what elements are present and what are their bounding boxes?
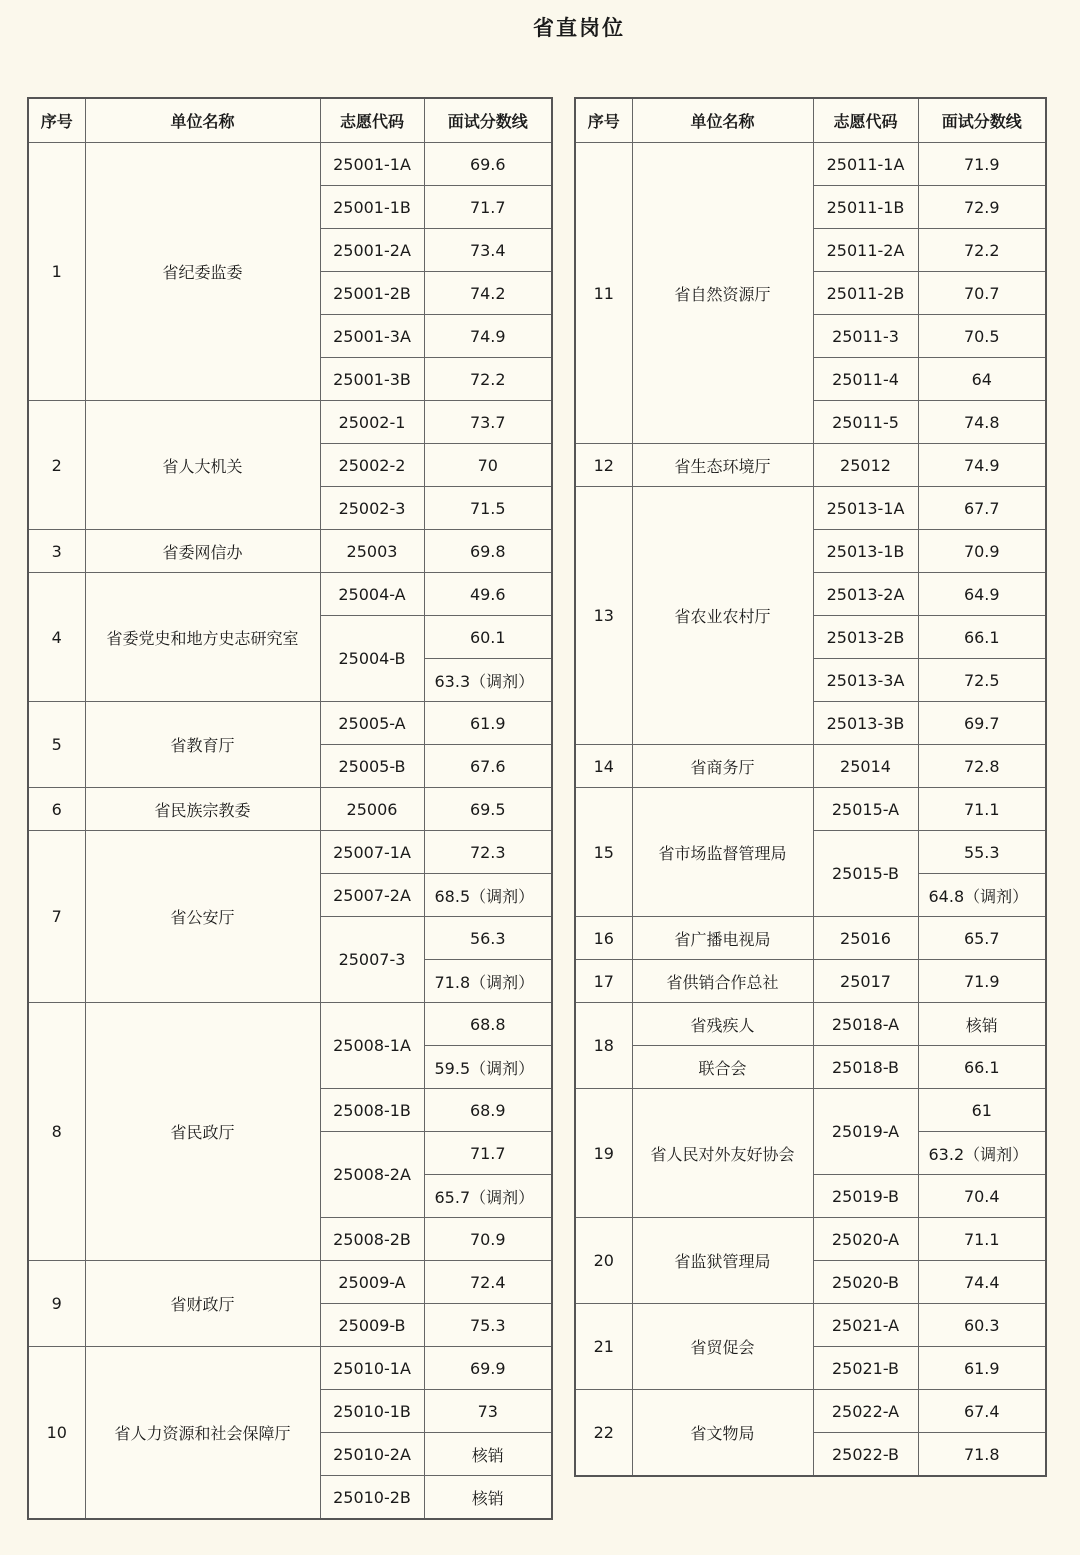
interview-score: 72.5 — [918, 659, 1046, 702]
interview-score: 71.8 — [918, 1433, 1046, 1477]
interview-score: 71.9 — [918, 960, 1046, 1003]
interview-score: 72.2 — [424, 358, 552, 401]
table-row — [575, 1003, 1046, 1046]
table-row — [575, 143, 1046, 186]
position-code: 25005-A — [320, 702, 424, 745]
row-number: 8 — [28, 1003, 85, 1261]
row-number: 5 — [28, 702, 85, 788]
page-title: 省直岗位 — [533, 16, 625, 40]
position-code: 25015-A — [813, 788, 918, 831]
position-code: 25010-1B — [320, 1390, 424, 1433]
table-row — [28, 1261, 552, 1304]
position-code: 25019-B — [813, 1175, 918, 1218]
positions-table-left — [27, 97, 553, 1520]
header-unit: 单位名称 — [632, 98, 813, 143]
row-number: 1 — [28, 143, 85, 401]
interview-score: 59.5（调剂） — [424, 1046, 552, 1089]
position-code: 25012 — [813, 444, 918, 487]
position-code: 25013-3B — [813, 702, 918, 745]
interview-score: 72.9 — [918, 186, 1046, 229]
table-row — [575, 444, 1046, 487]
position-code: 25013-1B — [813, 530, 918, 573]
header-no: 序号 — [575, 98, 632, 143]
row-number: 13 — [575, 487, 632, 745]
header-no: 序号 — [28, 98, 85, 143]
interview-score: 64.9 — [918, 573, 1046, 616]
interview-score: 68.8 — [424, 1003, 552, 1046]
interview-score: 56.3 — [424, 917, 552, 960]
position-code: 25008-1A — [320, 1003, 424, 1089]
interview-score: 74.4 — [918, 1261, 1046, 1304]
interview-score: 55.3 — [918, 831, 1046, 874]
position-code: 25003 — [320, 530, 424, 573]
unit-name: 省人大机关 — [85, 401, 320, 530]
interview-score: 66.1 — [918, 616, 1046, 659]
interview-score: 67.6 — [424, 745, 552, 788]
interview-score: 71.8（调剂） — [424, 960, 552, 1003]
position-code: 25006 — [320, 788, 424, 831]
position-code: 25016 — [813, 917, 918, 960]
interview-score: 65.7 — [918, 917, 1046, 960]
position-code: 25009-B — [320, 1304, 424, 1347]
unit-name: 省纪委监委 — [85, 143, 320, 401]
position-code: 25011-4 — [813, 358, 918, 401]
position-code: 25007-1A — [320, 831, 424, 874]
interview-score: 64 — [918, 358, 1046, 401]
table-header-row — [28, 98, 552, 143]
interview-score: 60.1 — [424, 616, 552, 659]
row-number: 11 — [575, 143, 632, 444]
interview-score: 68.5（调剂） — [424, 874, 552, 917]
table-row — [28, 1003, 552, 1046]
unit-name: 省商务厅 — [632, 745, 813, 788]
position-code: 25015-B — [813, 831, 918, 917]
position-code: 25017 — [813, 960, 918, 1003]
position-code: 25011-3 — [813, 315, 918, 358]
position-code: 25021-A — [813, 1304, 918, 1347]
table-row — [28, 573, 552, 616]
interview-score: 69.9 — [424, 1347, 552, 1390]
table-row — [28, 143, 552, 186]
row-number: 18 — [575, 1003, 632, 1089]
unit-name: 省生态环境厅 — [632, 444, 813, 487]
position-code: 25010-2A — [320, 1433, 424, 1476]
interview-score: 64.8（调剂） — [918, 874, 1046, 917]
position-code: 25001-2A — [320, 229, 424, 272]
unit-name: 省人民对外友好协会 — [632, 1089, 813, 1218]
unit-name: 省贸促会 — [632, 1304, 813, 1390]
unit-name: 省农业农村厅 — [632, 487, 813, 745]
position-code: 25001-1A — [320, 143, 424, 186]
interview-score: 63.3（调剂） — [424, 659, 552, 702]
interview-score: 69.6 — [424, 143, 552, 186]
table-header-row — [575, 98, 1046, 143]
interview-score: 70.4 — [918, 1175, 1046, 1218]
row-number: 17 — [575, 960, 632, 1003]
position-code: 25010-2B — [320, 1476, 424, 1520]
interview-score: 67.4 — [918, 1390, 1046, 1433]
header-code: 志愿代码 — [813, 98, 918, 143]
interview-score: 74.9 — [424, 315, 552, 358]
table-row — [575, 1218, 1046, 1261]
interview-score: 70.9 — [424, 1218, 552, 1261]
interview-score: 71.5 — [424, 487, 552, 530]
unit-name-line: 联合会 — [632, 1046, 813, 1089]
interview-score: 73 — [424, 1390, 552, 1433]
unit-name: 省市场监督管理局 — [632, 788, 813, 917]
table-row — [575, 487, 1046, 530]
position-code: 25022-B — [813, 1433, 918, 1477]
row-number: 9 — [28, 1261, 85, 1347]
position-code: 25001-2B — [320, 272, 424, 315]
unit-name: 省民政厅 — [85, 1003, 320, 1261]
interview-score: 74.2 — [424, 272, 552, 315]
row-number: 15 — [575, 788, 632, 917]
position-code: 25009-A — [320, 1261, 424, 1304]
position-code: 25004-A — [320, 573, 424, 616]
position-code: 25022-A — [813, 1390, 918, 1433]
table-row — [575, 1089, 1046, 1132]
interview-score: 73.7 — [424, 401, 552, 444]
interview-score: 74.9 — [918, 444, 1046, 487]
unit-name: 省自然资源厅 — [632, 143, 813, 444]
unit-name: 省监狱管理局 — [632, 1218, 813, 1304]
row-number: 10 — [28, 1347, 85, 1520]
position-code: 25014 — [813, 745, 918, 788]
table-row — [575, 745, 1046, 788]
table-row — [28, 401, 552, 444]
position-code: 25011-1B — [813, 186, 918, 229]
table-body-left — [28, 143, 552, 1520]
table-row — [575, 917, 1046, 960]
row-number: 19 — [575, 1089, 632, 1218]
position-code: 25002-2 — [320, 444, 424, 487]
interview-score: 70.5 — [918, 315, 1046, 358]
position-code: 25001-3A — [320, 315, 424, 358]
row-number: 20 — [575, 1218, 632, 1304]
row-number: 12 — [575, 444, 632, 487]
row-number: 21 — [575, 1304, 632, 1390]
interview-score: 71.7 — [424, 1132, 552, 1175]
interview-score: 49.6 — [424, 573, 552, 616]
header-unit: 单位名称 — [85, 98, 320, 143]
positions-table-right — [574, 97, 1047, 1477]
row-number: 2 — [28, 401, 85, 530]
table-row — [575, 788, 1046, 831]
position-code: 25001-3B — [320, 358, 424, 401]
interview-score: 61.9 — [424, 702, 552, 745]
interview-score: 核销 — [424, 1433, 552, 1476]
position-code: 25013-2B — [813, 616, 918, 659]
interview-score: 73.4 — [424, 229, 552, 272]
row-number: 7 — [28, 831, 85, 1003]
interview-score: 70.7 — [918, 272, 1046, 315]
interview-score: 60.3 — [918, 1304, 1046, 1347]
position-code: 25002-3 — [320, 487, 424, 530]
interview-score: 75.3 — [424, 1304, 552, 1347]
position-code: 25002-1 — [320, 401, 424, 444]
position-code: 25001-1B — [320, 186, 424, 229]
table-row — [575, 1390, 1046, 1433]
unit-name-line: 省残疾人 — [632, 1003, 813, 1046]
position-code: 25010-1A — [320, 1347, 424, 1390]
interview-score: 69.7 — [918, 702, 1046, 745]
interview-score: 71.1 — [918, 1218, 1046, 1261]
position-code: 25008-2A — [320, 1132, 424, 1218]
position-code: 25008-1B — [320, 1089, 424, 1132]
unit-name: 省供销合作总社 — [632, 960, 813, 1003]
interview-score: 68.9 — [424, 1089, 552, 1132]
interview-score: 65.7（调剂） — [424, 1175, 552, 1218]
table-row — [575, 1046, 1046, 1089]
position-code: 25004-B — [320, 616, 424, 702]
row-number: 6 — [28, 788, 85, 831]
position-code: 25020-A — [813, 1218, 918, 1261]
unit-name: 省文物局 — [632, 1390, 813, 1477]
interview-score: 61 — [918, 1089, 1046, 1132]
position-code: 25008-2B — [320, 1218, 424, 1261]
interview-score: 71.1 — [918, 788, 1046, 831]
interview-score: 核销 — [918, 1003, 1046, 1046]
unit-name: 省委网信办 — [85, 530, 320, 573]
unit-name: 省广播电视局 — [632, 917, 813, 960]
unit-name: 省财政厅 — [85, 1261, 320, 1347]
position-code: 25013-3A — [813, 659, 918, 702]
table-row — [28, 1347, 552, 1390]
unit-name: 省人力资源和社会保障厅 — [85, 1347, 320, 1520]
position-code: 25018-A — [813, 1003, 918, 1046]
interview-score: 70 — [424, 444, 552, 487]
position-code: 25021-B — [813, 1347, 918, 1390]
position-code: 25007-2A — [320, 874, 424, 917]
table-row — [28, 788, 552, 831]
table-body-right — [575, 143, 1046, 1477]
position-code: 25011-5 — [813, 401, 918, 444]
row-number: 16 — [575, 917, 632, 960]
position-code: 25005-B — [320, 745, 424, 788]
interview-score: 72.8 — [918, 745, 1046, 788]
interview-score: 67.7 — [918, 487, 1046, 530]
interview-score: 74.8 — [918, 401, 1046, 444]
position-code: 25019-A — [813, 1089, 918, 1175]
interview-score: 70.9 — [918, 530, 1046, 573]
table-row — [28, 702, 552, 745]
position-code: 25011-2A — [813, 229, 918, 272]
row-number: 3 — [28, 530, 85, 573]
row-number: 22 — [575, 1390, 632, 1477]
position-code: 25013-2A — [813, 573, 918, 616]
unit-name: 省教育厅 — [85, 702, 320, 788]
unit-name: 省民族宗教委 — [85, 788, 320, 831]
interview-score: 61.9 — [918, 1347, 1046, 1390]
interview-score: 72.4 — [424, 1261, 552, 1304]
interview-score: 72.2 — [918, 229, 1046, 272]
position-code: 25020-B — [813, 1261, 918, 1304]
interview-score: 72.3 — [424, 831, 552, 874]
interview-score: 核销 — [424, 1476, 552, 1520]
position-code: 25007-3 — [320, 917, 424, 1003]
header-score: 面试分数线 — [918, 98, 1046, 143]
position-code: 25013-1A — [813, 487, 918, 530]
interview-score: 69.8 — [424, 530, 552, 573]
table-row — [575, 960, 1046, 1003]
row-number: 14 — [575, 745, 632, 788]
interview-score: 66.1 — [918, 1046, 1046, 1089]
interview-score: 69.5 — [424, 788, 552, 831]
table-row — [28, 831, 552, 874]
position-code: 25011-2B — [813, 272, 918, 315]
unit-name: 省委党史和地方史志研究室 — [85, 573, 320, 702]
interview-score: 71.7 — [424, 186, 552, 229]
unit-name: 省公安厅 — [85, 831, 320, 1003]
header-score: 面试分数线 — [424, 98, 552, 143]
position-code: 25018-B — [813, 1046, 918, 1089]
interview-score: 71.9 — [918, 143, 1046, 186]
table-row — [28, 530, 552, 573]
table-row — [575, 1304, 1046, 1347]
row-number: 4 — [28, 573, 85, 702]
position-code: 25011-1A — [813, 143, 918, 186]
header-code: 志愿代码 — [320, 98, 424, 143]
interview-score: 63.2（调剂） — [918, 1132, 1046, 1175]
